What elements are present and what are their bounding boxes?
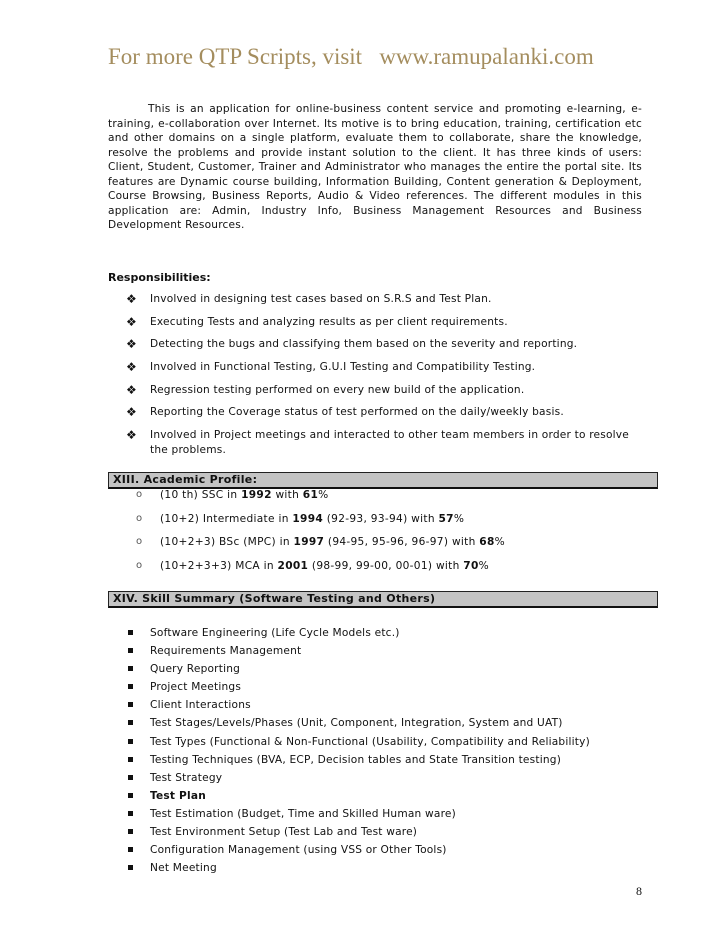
academic-mid: with: [271, 489, 303, 501]
academic-post: %: [494, 536, 505, 549]
skills-list: [128, 626, 590, 879]
academic-item: [136, 512, 505, 536]
circle-bullet-icon: o: [136, 536, 143, 548]
page-number: 8: [636, 884, 642, 898]
square-bullet-icon: [128, 720, 133, 725]
square-bullet-icon: [128, 775, 133, 780]
academic-pct: 61: [302, 489, 319, 501]
responsibilities-list: [126, 292, 646, 465]
skill-item: [128, 626, 590, 644]
academic-post: %: [478, 560, 490, 573]
skill-item: [128, 753, 590, 771]
academic-post: %: [453, 512, 465, 525]
responsibility-text: Detecting the bugs and classifying them based on the severity and reporting.: [150, 338, 578, 351]
academic-year: 2001: [277, 560, 309, 573]
diamond-bullet-icon: ❖: [126, 292, 137, 306]
skill-text: Requirements Management: [150, 645, 302, 658]
diamond-bullet-icon: ❖: [126, 337, 137, 352]
academic-pre: (10+2+3) BSc (MPC) in: [160, 536, 294, 549]
academic-year: 1997: [293, 536, 325, 549]
skill-item: [128, 825, 590, 843]
academic-profile-heading: XIII. Academic Profile:: [108, 472, 658, 489]
skill-item: [128, 843, 590, 861]
skill-item: [128, 771, 590, 789]
diamond-bullet-icon: ❖: [126, 314, 137, 329]
academic-pct: 57: [438, 512, 454, 525]
square-bullet-icon: [128, 847, 133, 852]
academic-item: [136, 488, 505, 512]
intro-text: This is an application for online-business content service and promoting e-learning, e-training, e-collaboration over Internet. Its motive is to bring education, training, certification etc and other domains on a single platform, evaluate them to collaborate, share the knowledge, resolve the problems and provide instant solution to the client. It has three kinds of users: Client, Student, Customer, Trainer and Administrator who manages the entire the portal site. Its features are Dynamic course building, Information Building, Content generation & Deployment, Course Browsing, Business Reports, Audio & Video references. The different modules in this application are: Admin, Industry Info, Business Management Resources and Business Development Resources.: [108, 103, 642, 231]
academic-mid: (98-99, 99-00, 00-01) with: [308, 560, 464, 573]
academic-mid: (94-95, 95-96, 96-97) with: [324, 536, 480, 549]
diamond-bullet-icon: ❖: [126, 360, 137, 375]
circle-bullet-icon: o: [136, 512, 143, 524]
academic-post: %: [318, 489, 329, 501]
academic-mid: (92-93, 93-94) with: [323, 512, 439, 525]
skill-text: Net Meeting: [150, 862, 217, 875]
academic-pre: (10 th) SSC in: [160, 489, 242, 501]
skill-text: Test Environment Setup (Test Lab and Test ware): [150, 826, 418, 839]
square-bullet-icon: [128, 702, 133, 707]
skill-text: Test Plan: [150, 789, 206, 802]
skill-text: Query Reporting: [150, 663, 241, 676]
responsibility-text: Involved in Project meetings and interacted to other team members in order to resolve the problems.: [150, 429, 629, 456]
square-bullet-icon: [128, 630, 133, 635]
skill-item: [128, 789, 590, 807]
square-bullet-icon: [128, 811, 133, 816]
skill-item: [128, 807, 590, 825]
responsibility-text: Executing Tests and analyzing results as per client requirements.: [150, 315, 508, 328]
circle-bullet-icon: o: [136, 489, 143, 500]
responsibility-text: Regression testing performed on every new build of the application.: [150, 383, 525, 396]
square-bullet-icon: [128, 739, 133, 744]
responsibility-item: [126, 360, 646, 375]
circle-bullet-icon: o: [136, 560, 143, 572]
responsibility-item: [126, 405, 646, 420]
skill-summary-heading: XIV. Skill Summary (Software Testing and Others): [108, 591, 658, 608]
responsibilities-heading: Responsibilities:: [108, 271, 211, 284]
skill-text: Testing Techniques (BVA, ECP, Decision tables and State Transition testing): [150, 753, 562, 766]
skill-item: [128, 680, 590, 698]
responsibility-text: Reporting the Coverage status of test performed on the daily/weekly basis.: [150, 406, 564, 419]
skill-text: Software Engineering (Life Cycle Models etc.): [150, 627, 400, 639]
square-bullet-icon: [128, 757, 133, 762]
academic-list: [136, 488, 505, 583]
square-bullet-icon: [128, 829, 133, 834]
square-bullet-icon: [128, 648, 133, 653]
square-bullet-icon: [128, 865, 133, 870]
responsibility-item: [126, 383, 646, 398]
academic-item: [136, 559, 505, 583]
skill-text: Test Stages/Levels/Phases (Unit, Component, Integration, System and UAT): [150, 717, 563, 730]
academic-pre: (10+2+3+3) MCA in: [160, 560, 278, 573]
skill-item: [128, 716, 590, 734]
skill-item: [128, 861, 590, 879]
skill-text: Test Types (Functional & Non-Functional (Usability, Compatibility and Reliability): [150, 735, 590, 748]
academic-year: 1992: [241, 489, 272, 501]
skill-text: Test Estimation (Budget, Time and Skilled Human ware): [150, 807, 456, 820]
skill-text: Configuration Management (using VSS or Other Tools): [150, 844, 447, 857]
skill-text: Client Interactions: [150, 699, 251, 712]
skill-text: Project Meetings: [150, 681, 242, 694]
academic-item: [136, 535, 505, 559]
square-bullet-icon: [128, 793, 133, 798]
diamond-bullet-icon: ❖: [126, 405, 137, 420]
responsibility-text: Involved in Functional Testing, G.U.I Testing and Compatibility Testing.: [150, 361, 536, 374]
skill-item: [128, 644, 590, 662]
diamond-bullet-icon: ❖: [126, 428, 137, 443]
academic-pct: 70: [463, 560, 479, 573]
skill-item: [128, 662, 590, 680]
square-bullet-icon: [128, 666, 133, 671]
responsibility-text: Involved in designing test cases based on S.R.S and Test Plan.: [150, 293, 492, 305]
skill-item: [128, 698, 590, 716]
academic-pre: (10+2) Intermediate in: [160, 512, 293, 525]
page-header-title: For more QTP Scripts, visit www.ramupalanki.com: [108, 44, 594, 69]
academic-year: 1994: [292, 512, 324, 525]
square-bullet-icon: [128, 684, 133, 689]
responsibility-item: [126, 292, 646, 307]
diamond-bullet-icon: ❖: [126, 382, 137, 397]
project-description: [108, 102, 642, 233]
responsibility-item: [126, 315, 646, 330]
academic-pct: 68: [479, 536, 495, 549]
responsibility-item: [126, 428, 646, 457]
responsibility-item: [126, 337, 646, 352]
skill-item: [128, 735, 590, 753]
skill-text: Test Strategy: [150, 771, 223, 784]
